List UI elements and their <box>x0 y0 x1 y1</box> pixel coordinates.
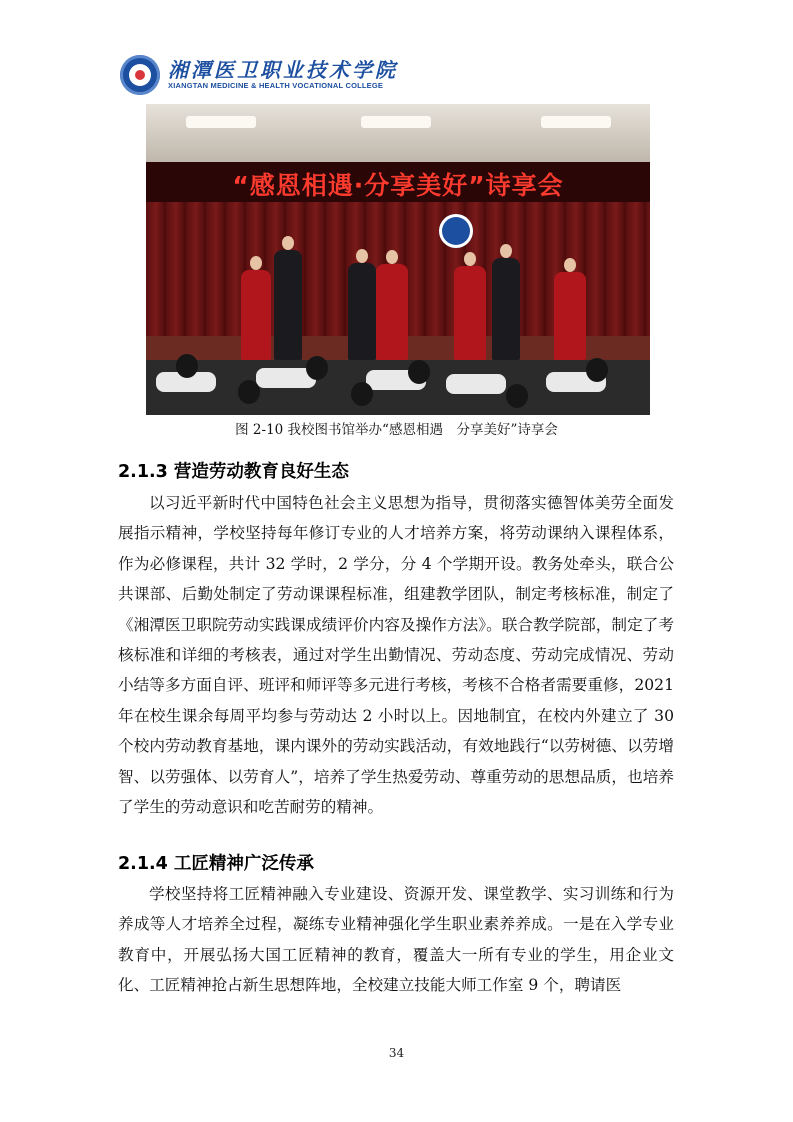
section-title-2-1-4: 2.1.4 工匠精神广泛传承 <box>118 854 314 874</box>
page-header <box>120 54 398 96</box>
header-text <box>168 59 398 91</box>
section-title-2-1-3: 2.1.3 营造劳动教育良好生态 <box>118 462 349 482</box>
figure-caption: 图 2-10 我校图书馆举办“感恩相遇 分享美好”诗享会 <box>235 422 558 438</box>
stage-emblem-icon <box>439 214 473 248</box>
photo-ceiling <box>146 104 650 166</box>
performer <box>274 250 302 360</box>
performer <box>492 258 520 360</box>
performer <box>454 266 486 360</box>
paragraph-text: 学校坚持将工匠精神融入专业建设、资源开发、课堂教学、实习训练和行为养成等人才培养全过程，凝练专业精神强化学生职业素养养成。一是在入学专业教育中，开展弘扬大国工匠精神的教育，覆盖大一所有专业的学生，用企业文化、工匠精神抢占新生思想阵地，全校建立技能大师工作室 9 个，聘请医 <box>118 885 674 995</box>
performer <box>241 270 271 360</box>
section-paragraph-2-1-3 <box>118 488 674 822</box>
event-photo <box>146 104 650 415</box>
page-number: 34 <box>388 1046 405 1060</box>
performer <box>554 272 586 360</box>
stage-banner-text: “感恩相遇·分享美好”诗享会 <box>232 171 564 200</box>
school-name-cn: 湘潭医卫职业技术学院 <box>168 58 398 82</box>
school-name-en: XIANGTAN MEDICINE & HEALTH VOCATIONAL COLLEGE <box>168 81 384 90</box>
section-paragraph-2-1-4 <box>118 879 674 1001</box>
audience-area <box>146 360 650 415</box>
college-logo-icon <box>120 55 160 95</box>
performer <box>376 264 408 360</box>
performer <box>348 263 376 360</box>
paragraph-text: 以习近平新时代中国特色社会主义思想为指导，贯彻落实德智体美劳全面发展指示精神，学校坚持每年修订专业的人才培养方案，将劳动课纳入课程体系，作为必修课程，共计 32 学时，2 学分，分 4 个学期开设。教务处牵头，联合公共课部、后勤处制定了劳动课课程标准，组建教学团队，制定考核标准，制定了《湘潭医卫职院劳动实践课成绩评价内容及操作方法》。联合教学院部，制定了考核标准和详细的考核表，通过对学生出勤情况、劳动态度、劳动完成情况、劳动小结等多方面自评、班评和师评等多元进行考核，考核不合格者需要重修，2021 年在校生课余每周平均参与劳动达 2 小时以上。因地制宜，在校内外建立了 30 个校内劳动教育基地，课内课外的劳动实践活动，有效地践行“以劳树德、以劳增智、以劳强体、以劳育人”，培养了学生热爱劳动、尊重劳动的思想品质，也培养了学生的劳动意识和吃苦耐劳的精神。 <box>118 494 674 817</box>
